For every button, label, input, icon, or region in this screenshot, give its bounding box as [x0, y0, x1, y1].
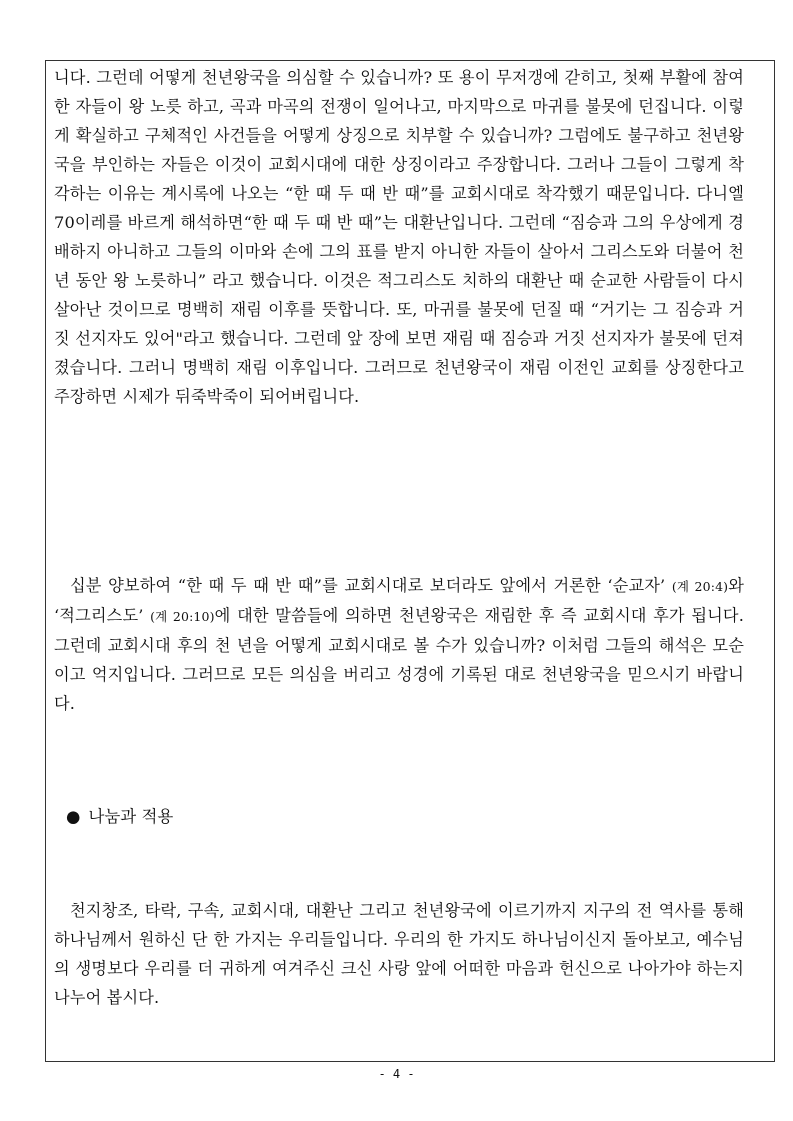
scripture-reference-rev-20-4: (계 20:4)	[671, 579, 729, 594]
body-paragraph-3: 천지창조, 타락, 구속, 교회시대, 대환난 그리고 천년왕국에 이르기까지 지구의 전 역사를 통해 하나님께서 원하신 단 한 가지는 우리들입니다. 우리의 한 가지도 하나님이신지 돌아보고, 예수님의 생명보다 우리를 더 귀하게 여겨주신 크신 사랑 앞에 어떠한 마음과 헌신으로 나아가야 하는지 나누어 봅시다.	[54, 901, 744, 1007]
paragraph-2-text-c: 에 대한 말씀들에 의하면 천년왕국은 재림한 후 즉 교회시대 후가 됩니다. 그런데 교회시대 후의 천 년을 어떻게 교회시대로 볼 수가 있습니까? 이처럼 그들의 해석은 모순이고 억지입니다. 그러므로 모든 의심을 버리고 성경에 기록된 대로 천년왕국을 믿으시기 바랍니다.	[54, 606, 745, 713]
bullet-icon: ●	[66, 807, 81, 826]
section-heading-title: 나눔과 적용	[88, 807, 174, 826]
scripture-reference-rev-20-10: (계 20:10)	[150, 609, 215, 624]
paragraph-2-text-b: 와 ‘적그리스도’	[54, 576, 744, 625]
paragraph-2-text-a: 십분 양보하여 “한 때 두 때 반 때”를 교회시대로 보더라도 앞에서 거론한 ‘순교자’	[70, 576, 672, 595]
section-heading	[66, 806, 173, 828]
body-paragraph-2	[54, 571, 744, 718]
body-paragraph-1: 니다. 그런데 어떻게 천년왕국을 의심할 수 있습니까? 또 용이 무저갱에 갇히고, 첫째 부활에 참여한 자들이 왕 노릇 하고, 곡과 마곡의 전쟁이 일어나고, 마지막으로 마귀를 불못에 던집니다. 이렇게 확실하고 구체적인 사건들을 어떻게 상징으로 치부할 수 있습니까? 그럼에도 불구하고 천년왕국을 부인하는 자들은 이것이 교회시대에 대한 상징이라고 주장합니다. 그러나 그들이 그렇게 착각하는 이유는 계시록에 나오는 “한 때 두 때 반 때”를 교회시대로 착각했기 때문입니다. 다니엘 70이레를 바르게 해석하면“한 때 두 때 반 때”는 대환난입니다. 그런데 “짐승과 그의 우상에게 경배하지 아니하고 그들의 이마와 손에 그의 표를 받지 아니한 자들이 살아서 그리스도와 더불어 천 년 동안 왕 노릇하니” 라고 했습니다. 이것은 적그리스도 치하의 대환난 때 순교한 사람들이 다시 살아난 것이므로 명백히 재림 이후를 뜻합니다. 또, 마귀를 불못에 던질 때 “거기는 그 짐승과 거짓 선지자도 있어"라고 했습니다. 그런데 앞 장에 보면 재림 때 짐승과 거짓 선지자가 불못에 던져졌습니다. 그러니 명백히 재림 이후입니다. 그러므로 천년왕국이 재림 이전인 교회를 상징한다고 주장하면 시제가 뒤죽박죽이 되어버립니다.	[54, 68, 745, 406]
page-number: - 4 -	[378, 1067, 415, 1081]
